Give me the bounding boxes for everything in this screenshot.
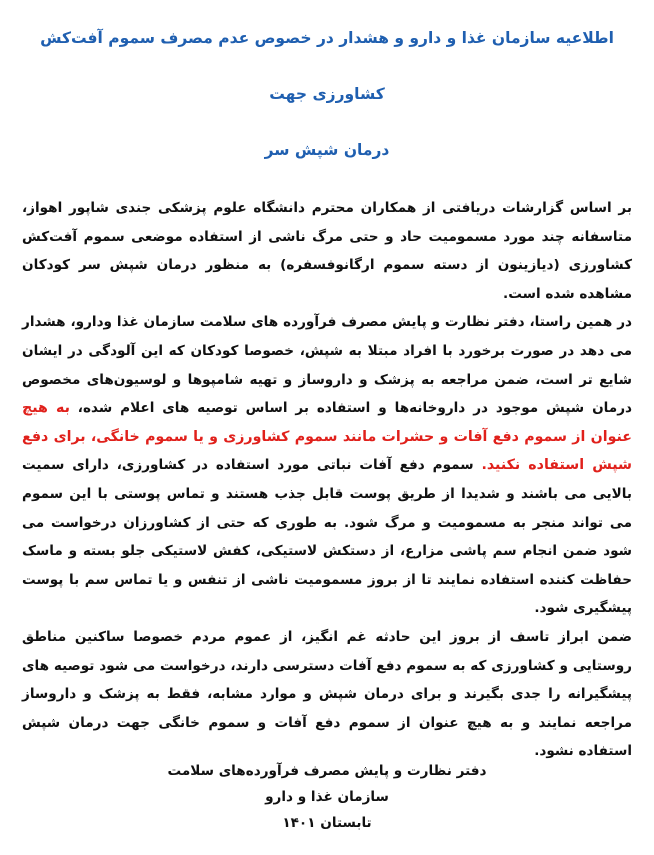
paragraph-3: ضمن ابراز تاسف از بروز این حادثه غم انگیز، از عموم مردم خصوصا ساکنین مناطق روستایی و کشاورزی که به سموم دفع آفات دسترسی دارند، درخواست می شود توصیه های پیشگیرانه را جدی بگیرند و برای درمان شپش و موارد مشابه، فقط به پزشک و داروساز مراجعه نمایند و به هیچ عنوان از سموم دفع آفات و سموم خانگی جهت درمان شپش استفاده نشود.: [22, 628, 632, 760]
announcement-title: [22, 10, 632, 178]
title-line-1: اطلاعیه سازمان غذا و دارو و هشدار در خصوص عدم مصرف سموم آفت‌کش کشاورزی جهت: [40, 29, 614, 103]
signature-block: [0, 758, 654, 836]
paragraph-2: [22, 308, 632, 623]
paragraph-2-intro: در همین راستا، دفتر نظارت و پایش مصرف فرآورده های سلامت سازمان غذا ودارو، هشدار می دهد در صورت برخورد با افراد مبتلا به شپش، خصوصا کودکان که این آلودگی در ایشان شایع تر است، ضمن مراجعه به پزشک و داروساز و تهیه شامپوها و لوسیون‌های مخصوص درمان شپش موجود در داروخانه‌ها و استفاده بر اساس توصیه های اعلام شده،: [22, 314, 632, 417]
warning-text: به هیچ عنوان از سموم دفع آفات و حشرات مانند سموم کشاورزی و یا سموم خانگی، برای دفع شپش استفاده نکنید.: [22, 400, 632, 474]
title-line-2: درمان شپش سر: [264, 141, 390, 159]
signature-organization: سازمان غذا و دارو: [265, 789, 389, 805]
paragraph-1: بر اساس گزارشات دریافتی از همکاران محترم دانشگاه علوم پزشکی جندی شاپور اهواز، متاسفانه چند مورد مسمومیت حاد و حتی مرگ ناشی از استفاده موضعی سموم آفت‌کش کشاورزی (دیازینون از دسته سموم ارگانوفسفره) به منظور درمان شپش سر کودکان مشاهده شده است.: [22, 200, 632, 302]
paragraph-2-continuation: سموم دفع آفات نباتی مورد استفاده در کشاورزی، دارای سمیت بالایی می باشند و شدیدا از طریق پوست قابل جذب هستند و تماس پوستی با این سموم می تواند منجر به مسمومیت و مرگ شود. به طوری که حتی از کشاورزان درخواست می شود ضمن انجام سم پاشی مزارع، از دستکش لاستیکی، کفش لاستیکی جلو بسته و ماسک حفاظت کننده استفاده نمایند تا از بروز مسمومیت ناشی از تنفس و یا تماس سم با پوست پیشگیری شود.: [22, 457, 632, 617]
announcement-body: [22, 194, 632, 766]
signature-date: تابستان ۱۴۰۱: [282, 815, 372, 831]
signature-office: دفتر نظارت و پایش مصرف فرآورده‌های سلامت: [167, 763, 487, 779]
